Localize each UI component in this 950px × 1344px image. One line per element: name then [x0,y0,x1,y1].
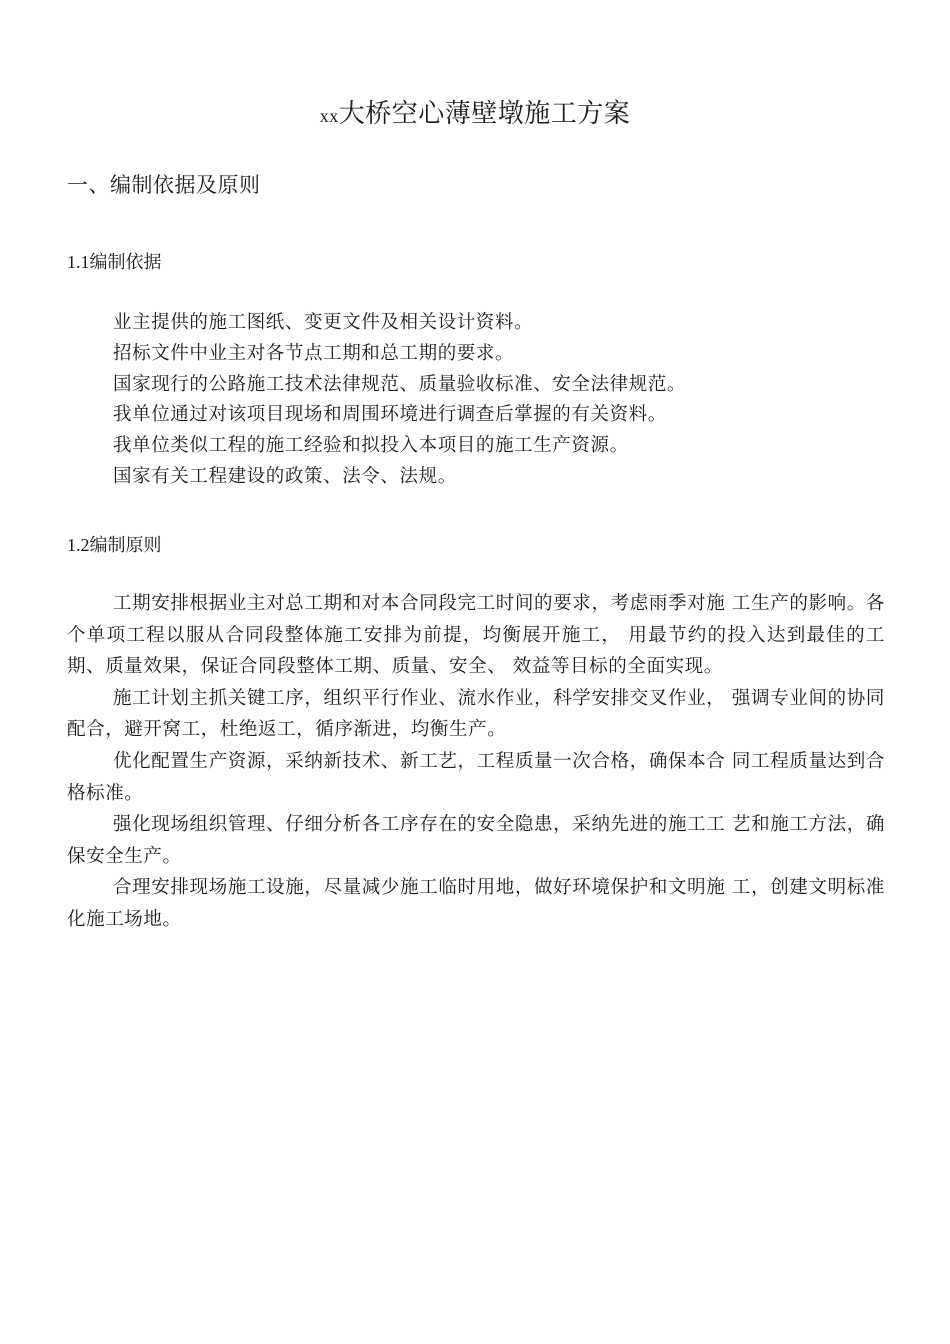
principle-paragraph: 合理安排现场施工设施，尽量减少施工临时用地，做好环境保护和文明施 工，创建文明标准化施工场地。 [67,877,885,930]
subsection-heading-1-1 [67,249,162,276]
subsection-number: 1.1 [67,252,90,272]
document-title-prefix: xx [319,106,339,126]
basis-item: 业主提供的施工图纸、变更文件及相关设计资料。 [113,312,534,333]
subsection-label: 编制依据 [89,252,162,273]
basis-item: 我单位类似工程的施工经验和拟投入本项目的施工生产资源。 [113,435,629,457]
principle-paragraph: 优化配置生产资源，采纳新技术、新工艺，工程质量一次合格，确保本合 同工程质量达到合格标准。 [67,750,885,804]
principle-paragraph: 工期安排根据业主对总工期和对本合同段完工时间的要求，考虑雨季对施 工生产的影响。各个单项工程以服从合同段整体施工安排为前提，均衡展开施工， 用最节约的投入达到最佳的工期、质量效果，保证合同段整体工期、质量、安全、 效益等目标的全面实现。 [67,593,885,678]
basis-item: 国家有关工程建设的政策、法令、法规。 [113,465,457,487]
basis-item: 我单位通过对该项目现场和周围环境进行调查后掌握的有关资料。 [113,404,667,426]
basis-item: 招标文件中业主对各节点工期和总工期的要求。 [113,342,515,364]
basis-list [113,308,686,493]
section-heading-1: 一、编制依据及原则 [67,173,261,197]
document-title [0,96,950,134]
document-title-main: 大桥空心薄壁墩施工方案 [338,99,631,129]
subsection-number: 1.2 [67,535,90,555]
basis-item: 国家现行的公路施工技术法律规范、质量验收标准、安全法律规范。 [113,373,687,395]
principle-paragraph: 强化现场组织管理、仔细分析各工序存在的安全隐患，采纳先进的施工工 艺和施工方法，确保安全生产。 [67,814,885,867]
subsection-heading-1-2 [67,532,162,559]
principles-body [67,588,885,936]
principle-paragraph: 施工计划主抓关键工序，组织平行作业、流水作业，科学安排交叉作业， 强调专业间的协同配合，避开窝工，杜绝返工，循序渐进，均衡生产。 [67,687,885,741]
subsection-label: 编制原则 [89,535,162,556]
